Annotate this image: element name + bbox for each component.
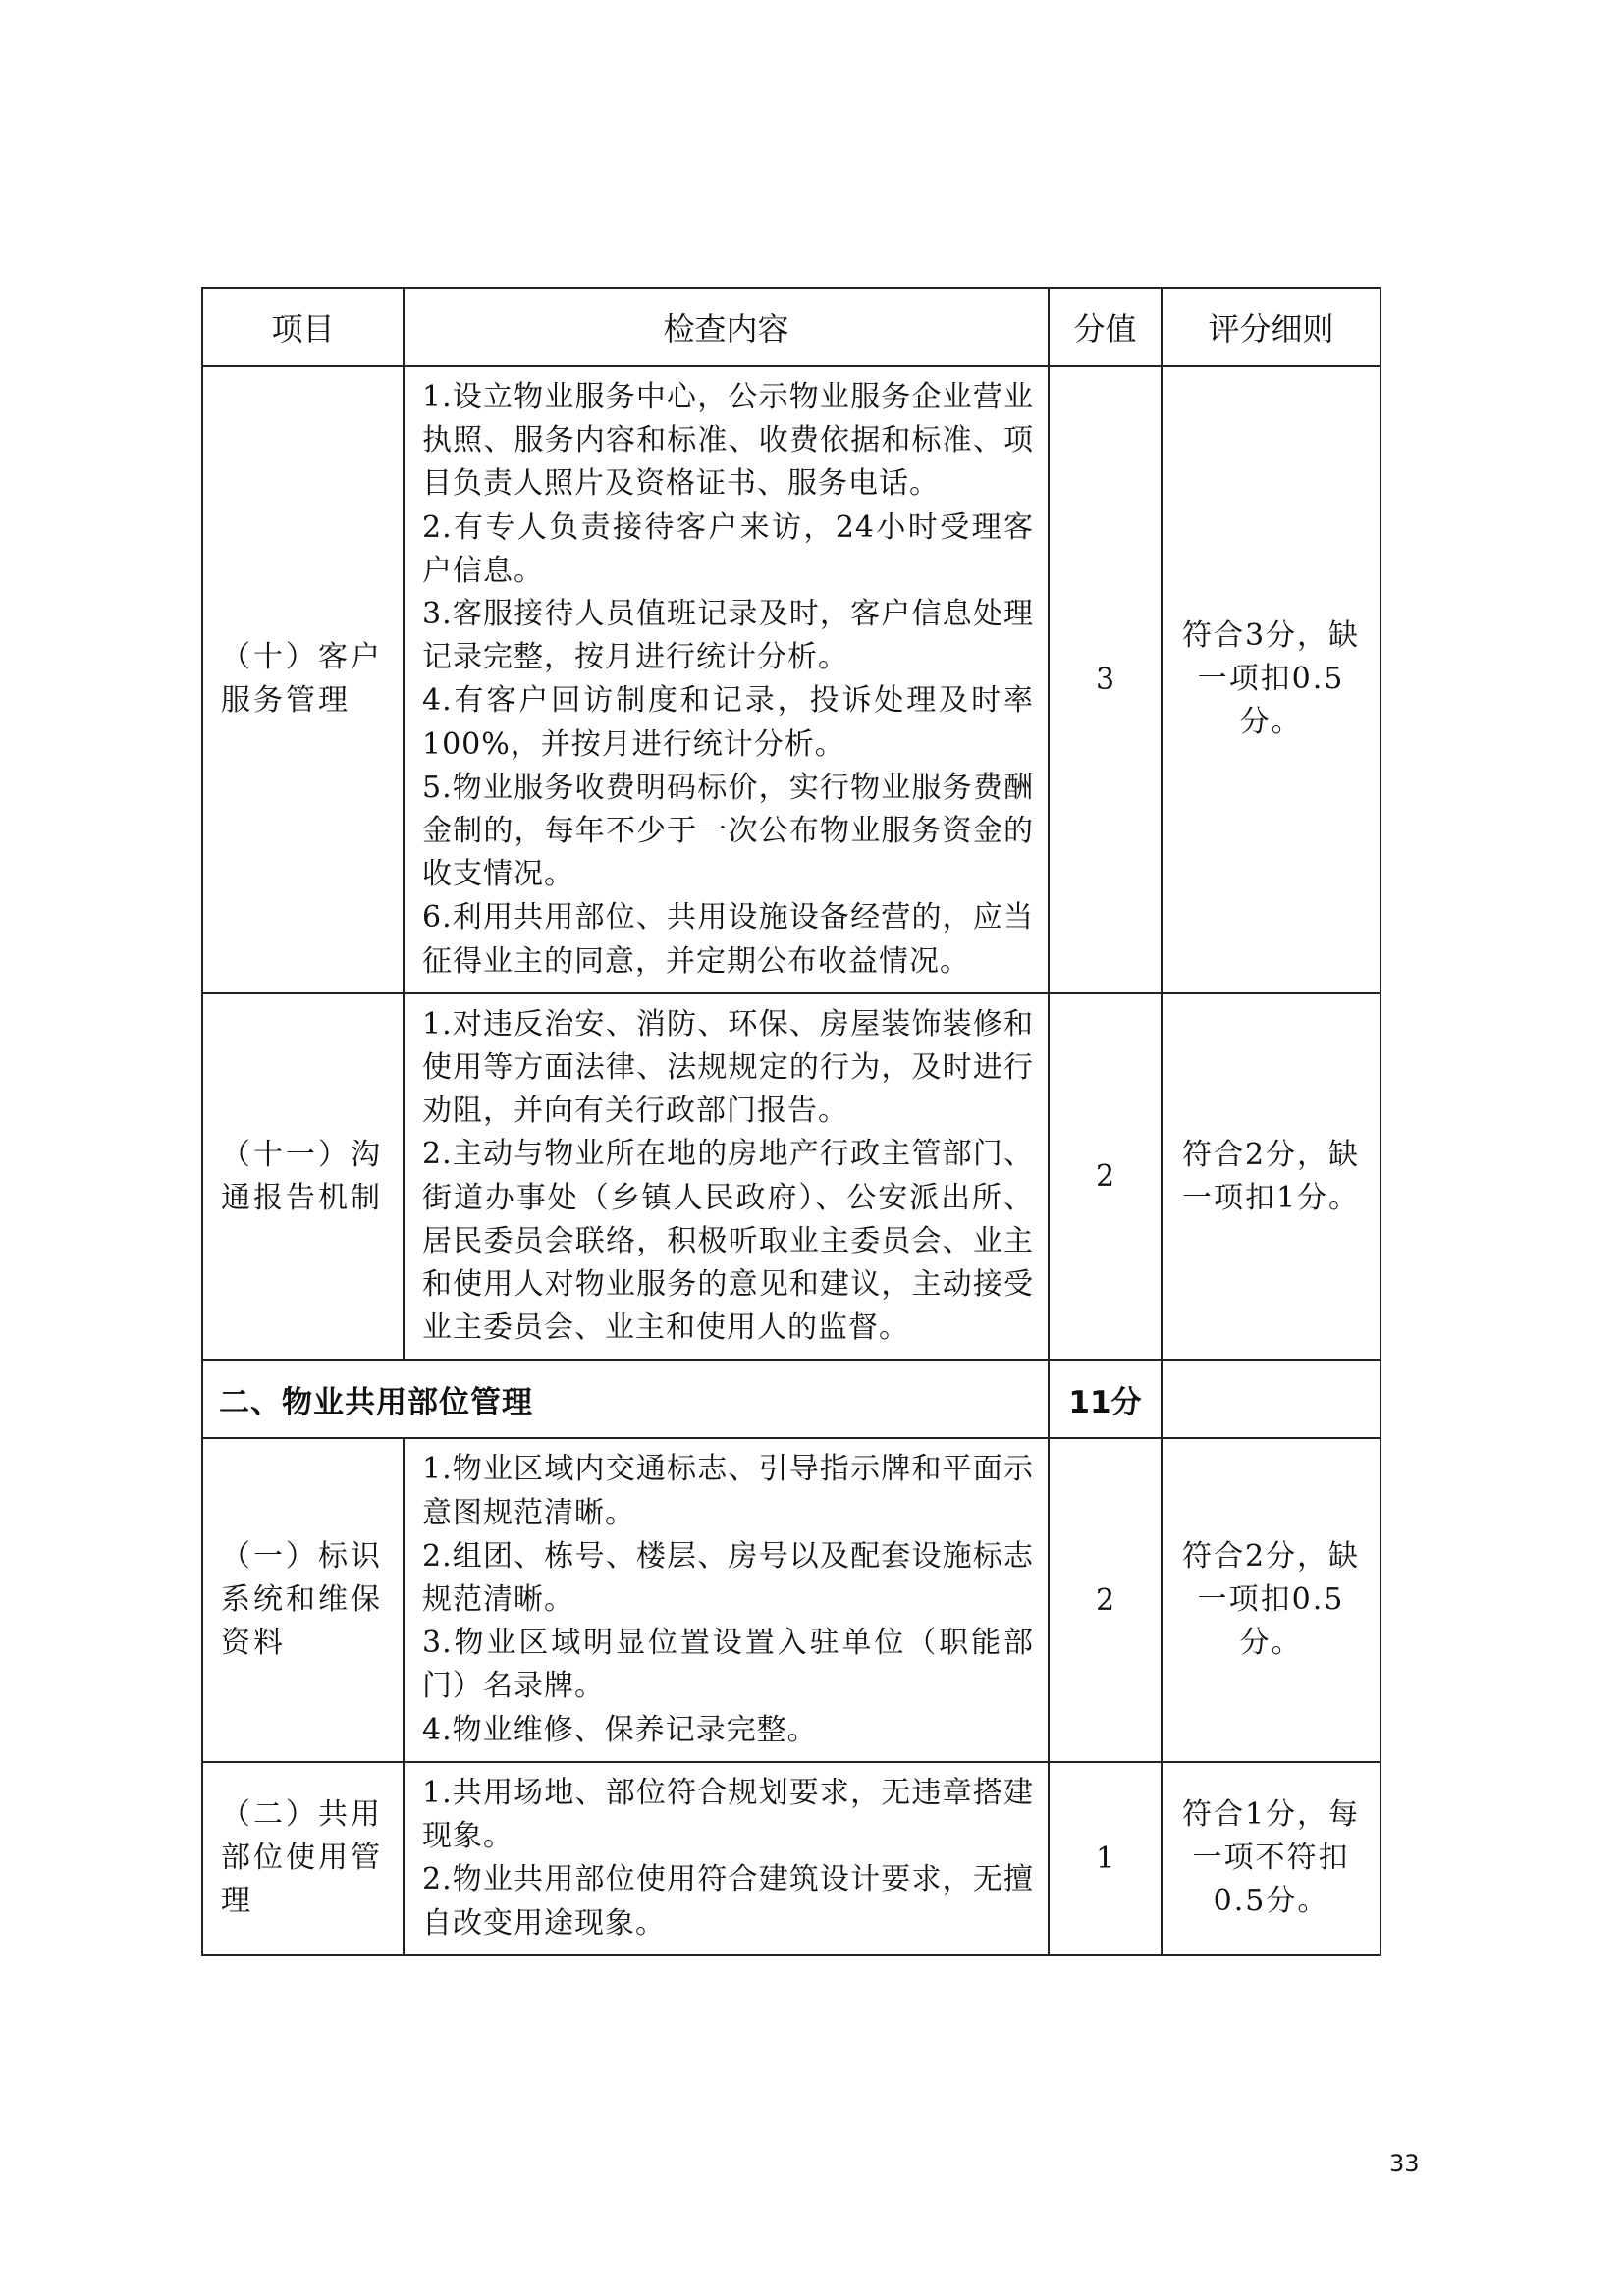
table-row [202, 993, 1380, 1361]
row-item: （二）共用部位使用管理 [202, 1762, 404, 1955]
table-header-row [202, 288, 1380, 366]
content-line: 1.对违反治安、消防、环保、房屋装饰装修和使用等方面法律、法规规定的行为，及时进行劝阻，并向有关行政部门报告。 [422, 1006, 1034, 1129]
section-title: 二、物业共用部位管理 [202, 1360, 1049, 1438]
table-row [202, 366, 1380, 993]
content-line: 6.利用共用部位、共用设施设备经营的，应当征得业主的同意，并定期公布收益情况。 [422, 900, 1034, 979]
header-score: 分值 [1049, 288, 1162, 366]
row-content [404, 1762, 1049, 1955]
header-content: 检查内容 [404, 288, 1049, 366]
row-rule: 符合2分，缺一项扣0.5分。 [1162, 1438, 1380, 1761]
row-score: 3 [1049, 366, 1162, 993]
row-score: 1 [1049, 1762, 1162, 1955]
header-item: 项目 [202, 288, 404, 366]
content-line: 2.物业共用部位使用符合建筑设计要求，无擅自改变用途现象。 [422, 1862, 1034, 1941]
section-score: 11分 [1049, 1360, 1162, 1438]
content-line: 2.有专人负责接待客户来访，24小时受理客户信息。 [422, 509, 1034, 588]
row-rule: 符合2分，缺一项扣1分。 [1162, 993, 1380, 1361]
content-line: 2.主动与物业所在地的房地产行政主管部门、街道办事处（乡镇人民政府）、公安派出所、居民委员会联络，积极听取业主委员会、业主和使用人对物业服务的意见和建议，主动接受业主委员会、业主和使用人的监督。 [422, 1137, 1034, 1346]
row-item: （十一）沟通报告机制 [202, 993, 404, 1361]
content-line: 1.物业区域内交通标志、引导指示牌和平面示意图规范清晰。 [422, 1452, 1034, 1530]
section-empty-cell [1162, 1360, 1380, 1438]
row-content [404, 993, 1049, 1361]
section-row [202, 1360, 1380, 1438]
content-line: 4.物业维修、保养记录完整。 [422, 1712, 818, 1747]
row-score: 2 [1049, 993, 1162, 1361]
row-content [404, 1438, 1049, 1761]
header-rule: 评分细则 [1162, 288, 1380, 366]
row-item: （十）客户服务管理 [202, 366, 404, 993]
row-content [404, 366, 1049, 993]
row-score: 2 [1049, 1438, 1162, 1761]
row-rule: 符合3分，缺一项扣0.5分。 [1162, 366, 1380, 993]
content-line: 1.共用场地、部位符合规划要求，无违章搭建现象。 [422, 1775, 1034, 1854]
content-line: 3.客服接待人员值班记录及时，客户信息处理记录完整，按月进行统计分析。 [422, 597, 1034, 675]
content-line: 4.有客户回访制度和记录，投诉处理及时率100%，并按月进行统计分析。 [422, 683, 1034, 762]
evaluation-table [201, 287, 1381, 1956]
content-line: 3.物业区域明显位置设置入驻单位（职能部门）名录牌。 [422, 1626, 1034, 1704]
table-row [202, 1762, 1380, 1955]
row-item: （一）标识系统和维保资料 [202, 1438, 404, 1761]
content-line: 2.组团、栋号、楼层、房号以及配套设施标志规范清晰。 [422, 1538, 1034, 1618]
content-line: 1.设立物业服务中心，公示物业服务企业营业执照、服务内容和标准、收费依据和标准、项目负责人照片及资格证书、服务电话。 [422, 380, 1034, 502]
row-rule: 符合1分，每一项不符扣0.5分。 [1162, 1762, 1380, 1955]
content-line: 5.物业服务收费明码标价，实行物业服务费酬金制的，每年不少于一次公布物业服务资金的收支情况。 [422, 770, 1034, 892]
table-row [202, 1438, 1380, 1761]
page-number: 33 [1389, 2150, 1420, 2177]
